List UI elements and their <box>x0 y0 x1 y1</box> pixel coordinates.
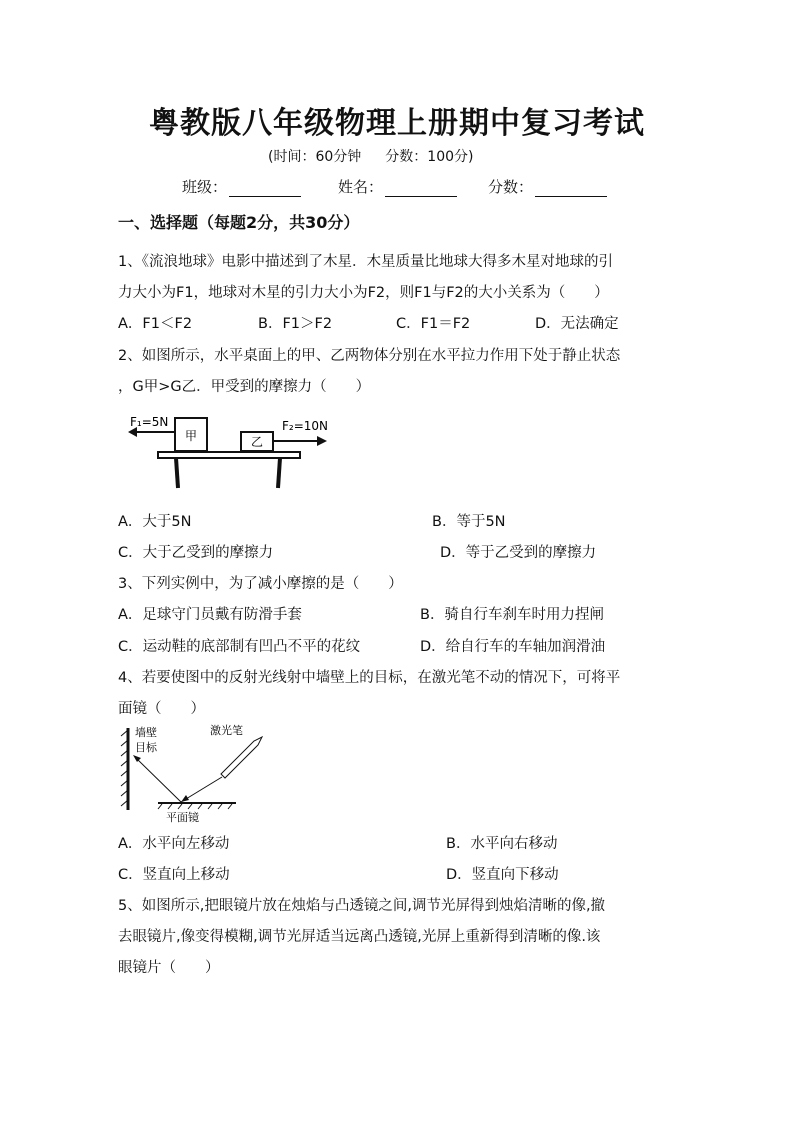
q2-option-c[interactable]: C．大于乙受到的摩擦力 <box>118 545 274 561</box>
table-top <box>158 452 300 458</box>
q2-option-a[interactable]: A．大于5N <box>118 514 192 530</box>
mirror-laser-diagram <box>118 722 288 824</box>
score-field <box>488 176 607 197</box>
laser-pen <box>221 737 262 778</box>
name-blank[interactable] <box>385 182 457 197</box>
reflected-ray-arrowhead <box>133 755 141 762</box>
class-label: 班级： <box>182 178 228 196</box>
q4-option-a[interactable]: A．水平向左移动 <box>118 836 230 852</box>
q1-option-a[interactable]: A．F1＜F2 <box>118 316 193 332</box>
incident-ray-arrowhead <box>181 795 189 802</box>
force-f1-label: F₁=5N <box>130 415 169 429</box>
score-blank[interactable] <box>535 182 607 197</box>
q4-option-d[interactable]: D．竖直向下移动 <box>446 867 559 883</box>
block-b-label: 乙 <box>250 435 264 449</box>
target-label: 目标 <box>135 741 157 754</box>
q1-option-d[interactable]: D．无法确定 <box>535 316 619 332</box>
q2-option-b[interactable]: B．等于5N <box>432 514 506 530</box>
page-title: 粤教版八年级物理上册期中复习考试 <box>149 106 645 141</box>
score-label: 分数： <box>488 178 534 196</box>
exam-time: (时间：60分钟 <box>268 149 362 165</box>
q4-text-line2: 面镜（ ） <box>118 701 205 717</box>
q3-text-line1: 3、下列实例中，为了减小摩擦的是（ ） <box>118 576 403 592</box>
laser-label: 激光笔 <box>210 724 243 737</box>
class-blank[interactable] <box>229 182 301 197</box>
q1-option-b[interactable]: B．F1＞F2 <box>258 316 333 332</box>
q4-text-line1: 4、若要使图中的反射光线射中墙壁上的目标，在激光笔不动的情况下，可将平 <box>118 670 621 686</box>
table-leg-right <box>278 458 280 488</box>
q1-option-c[interactable]: C．F1＝F2 <box>396 316 471 332</box>
q4-option-b[interactable]: B．水平向右移动 <box>446 836 558 852</box>
q5-text-line2: 去眼镜片,像变得模糊,调节光屏适当远离凸透镜,光屏上重新得到清晰的像.该 <box>118 929 601 945</box>
force-f2-arrowhead <box>317 436 327 446</box>
q2-text-line1: 2、如图所示，水平桌面上的甲、乙两物体分别在水平拉力作用下处于静止状态 <box>118 348 621 364</box>
q1-text-line2: 力大小为F1，地球对木星的引力大小为F2，则F1与F2的大小关系为（ ） <box>118 285 609 301</box>
exam-total-score: 分数：100分) <box>385 149 474 165</box>
mirror-hatching <box>158 804 232 809</box>
q3-option-b[interactable]: B．骑自行车刹车时用力捏闸 <box>420 607 604 623</box>
name-field <box>338 176 457 197</box>
table-leg-left <box>176 458 178 488</box>
name-label: 姓名： <box>338 178 384 196</box>
q2-option-d[interactable]: D．等于乙受到的摩擦力 <box>440 545 597 561</box>
wall-label: 墙壁 <box>135 726 157 739</box>
q3-option-d[interactable]: D．给自行车的车轴加润滑油 <box>420 639 606 655</box>
table-blocks-diagram <box>118 405 338 493</box>
exam-meta <box>268 146 497 166</box>
block-a-label: 甲 <box>184 429 198 443</box>
q2-text-line2: ，G甲>G乙．甲受到的摩擦力（ ） <box>118 379 371 395</box>
force-f2-label: F₂=10N <box>282 419 329 433</box>
q3-option-a[interactable]: A．足球守门员戴有防滑手套 <box>118 607 302 623</box>
q5-text-line3: 眼镜片（ ） <box>118 960 220 976</box>
q5-text-line1: 5、如图所示,把眼镜片放在烛焰与凸透镜之间,调节光屏得到烛焰清晰的像,撤 <box>118 898 606 914</box>
q1-text-line1: 1、《流浪地球》电影中描述到了木星．木星质量比地球大得多木星对地球的引 <box>118 254 613 270</box>
mirror-label: 平面镜 <box>166 811 199 824</box>
class-field <box>182 176 301 197</box>
q3-option-c[interactable]: C．运动鞋的底部制有凹凸不平的花纹 <box>118 639 361 655</box>
section-heading: 一、选择题（每题2分，共30分） <box>118 213 360 232</box>
reflected-ray <box>136 758 181 802</box>
q4-option-c[interactable]: C．竖直向上移动 <box>118 867 230 883</box>
